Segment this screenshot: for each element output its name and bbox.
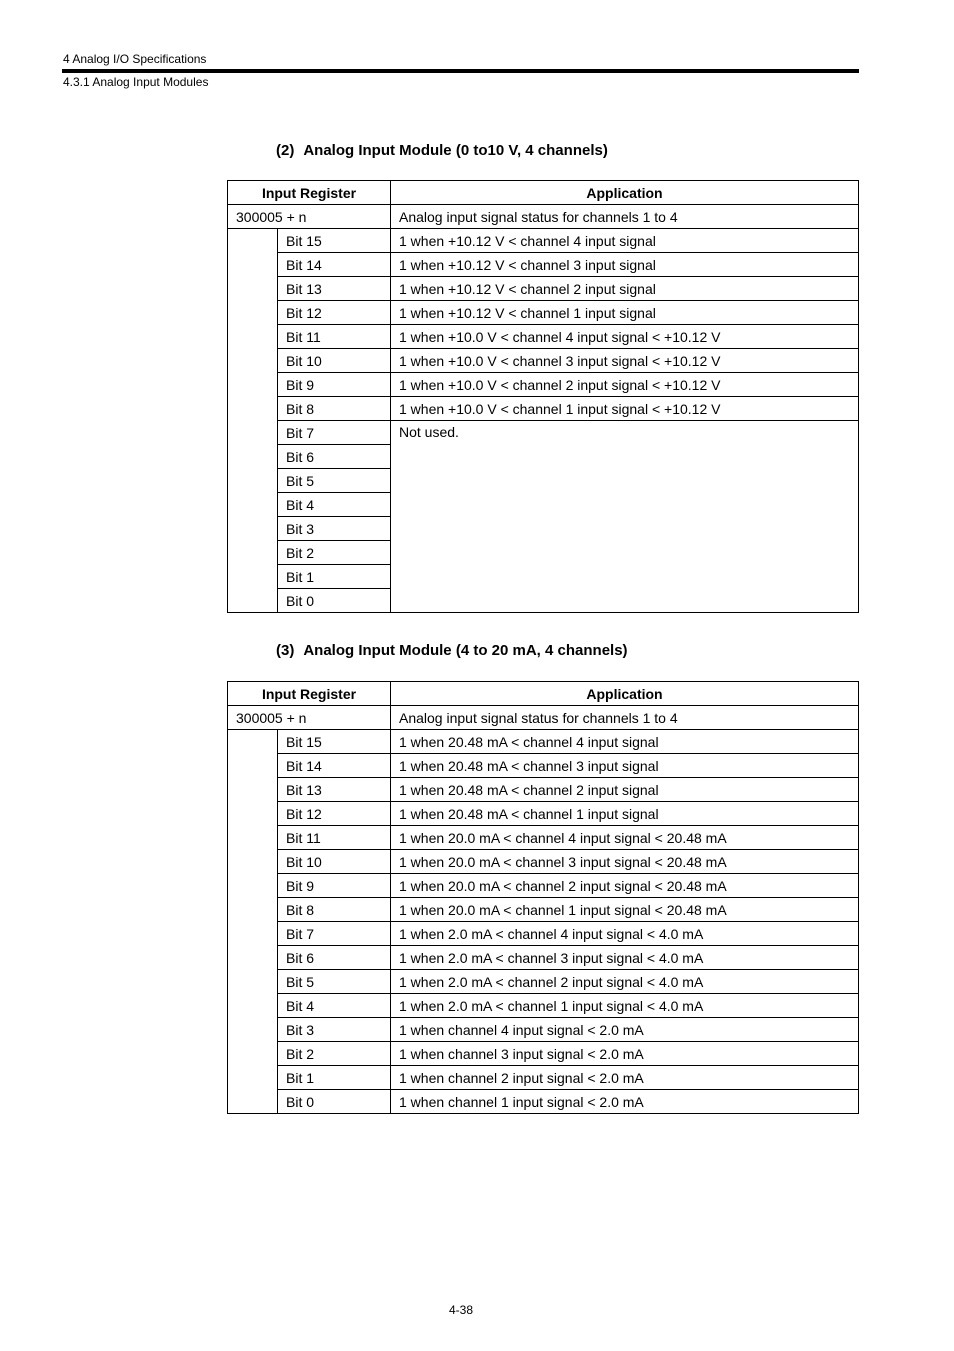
bit-description: 1 when 2.0 mA < channel 2 input signal < 4.0 mA [391,970,859,994]
bit-label: Bit 5 [278,469,391,493]
indent-cell [228,898,278,922]
bit-label: Bit 13 [278,277,391,301]
section-2-title-text: Analog Input Module (0 to10 V, 4 channels) [303,142,608,159]
bit-label: Bit 15 [278,730,391,754]
bit-row [228,1042,859,1066]
indent-cell [228,445,278,469]
bit-description: 1 when 20.48 mA < channel 4 input signal [391,730,859,754]
indent-cell [228,754,278,778]
bit-label: Bit 10 [278,850,391,874]
bit-label: Bit 12 [278,802,391,826]
bit-description: 1 when 20.48 mA < channel 2 input signal [391,778,859,802]
indent-cell [228,229,278,253]
bit-label: Bit 2 [278,1042,391,1066]
register-row [228,205,859,229]
indent-cell [228,469,278,493]
bit-label: Bit 7 [278,421,391,445]
indent-cell [228,850,278,874]
register-address: 300005 + n [228,706,391,730]
indent-cell [228,325,278,349]
bit-label: Bit 3 [278,1018,391,1042]
bit-row [228,778,859,802]
bit-label: Bit 13 [278,778,391,802]
running-header-section: 4.3.1 Analog Input Modules [63,75,209,89]
bit-label: Bit 9 [278,874,391,898]
section-3-number: (3) [276,642,295,659]
bit-label: Bit 11 [278,325,391,349]
bit-row [228,874,859,898]
indent-cell [228,994,278,1018]
column-header-input-register: Input Register [228,181,391,205]
bit-description: 1 when 20.48 mA < channel 3 input signal [391,754,859,778]
bit-label: Bit 8 [278,898,391,922]
bit-label: Bit 2 [278,541,391,565]
indent-cell [228,826,278,850]
section-2-title [276,142,608,159]
bit-description: 1 when channel 2 input signal < 2.0 mA [391,1066,859,1090]
indent-cell [228,802,278,826]
indent-cell [228,922,278,946]
bit-row [228,229,859,253]
bit-row [228,301,859,325]
section-2-number: (2) [276,142,295,159]
bit-label: Bit 0 [278,589,391,613]
bit-description: 1 when 2.0 mA < channel 3 input signal < 4.0 mA [391,946,859,970]
bit-row [228,277,859,301]
bit-description: 1 when channel 3 input signal < 2.0 mA [391,1042,859,1066]
register-address: 300005 + n [228,205,391,229]
bit-label: Bit 1 [278,1066,391,1090]
bit-description: 1 when +10.0 V < channel 1 input signal < +10.12 V [391,397,859,421]
bit-row [228,922,859,946]
bit-label: Bit 12 [278,301,391,325]
bit-label: Bit 4 [278,493,391,517]
bit-row [228,373,859,397]
bit-description: 1 when +10.12 V < channel 1 input signal [391,301,859,325]
indent-cell [228,874,278,898]
bit-row [228,1090,859,1114]
bit-row [228,253,859,277]
bit-description: 1 when channel 4 input signal < 2.0 mA [391,1018,859,1042]
bit-label: Bit 7 [278,922,391,946]
bit-description: 1 when +10.0 V < channel 2 input signal < +10.12 V [391,373,859,397]
bit-label: Bit 6 [278,946,391,970]
indent-cell [228,301,278,325]
bit-description: 1 when 20.48 mA < channel 1 input signal [391,802,859,826]
indent-cell [228,1066,278,1090]
header-rule [62,69,859,73]
bit-row [228,898,859,922]
indent-cell [228,778,278,802]
bit-description: 1 when 20.0 mA < channel 1 input signal < 20.48 mA [391,898,859,922]
bit-label: Bit 11 [278,826,391,850]
bit-description: 1 when 20.0 mA < channel 4 input signal < 20.48 mA [391,826,859,850]
bit-description: 1 when 20.0 mA < channel 2 input signal < 20.48 mA [391,874,859,898]
bit-label: Bit 15 [278,229,391,253]
table-header-row [228,682,859,706]
bit-row [228,802,859,826]
indent-cell [228,277,278,301]
bit-description: 1 when +10.12 V < channel 2 input signal [391,277,859,301]
bit-description: 1 when +10.12 V < channel 4 input signal [391,229,859,253]
indent-cell [228,541,278,565]
indent-cell [228,970,278,994]
indent-cell [228,373,278,397]
bit-row [228,397,859,421]
bit-description: 1 when channel 1 input signal < 2.0 mA [391,1090,859,1114]
indent-cell [228,349,278,373]
column-header-application: Application [391,682,859,706]
indent-cell [228,589,278,613]
bit-label: Bit 9 [278,373,391,397]
bit-label: Bit 14 [278,253,391,277]
bit-label: Bit 3 [278,517,391,541]
not-used-description: Not used. [391,421,859,613]
section-2-register-table [227,180,859,613]
column-header-input-register: Input Register [228,682,391,706]
bit-description: 1 when +10.12 V < channel 3 input signal [391,253,859,277]
bit-label: Bit 1 [278,565,391,589]
bit-label: Bit 5 [278,970,391,994]
running-header-chapter: 4 Analog I/O Specifications [63,52,207,66]
indent-cell [228,946,278,970]
bit-description: 1 when +10.0 V < channel 4 input signal < +10.12 V [391,325,859,349]
page-number: 4-38 [448,1303,474,1317]
bit-description: 1 when 2.0 mA < channel 1 input signal < 4.0 mA [391,994,859,1018]
register-row [228,706,859,730]
indent-cell [228,397,278,421]
bit-description: 1 when 2.0 mA < channel 4 input signal < 4.0 mA [391,922,859,946]
bit-row [228,850,859,874]
indent-cell [228,253,278,277]
bit-label: Bit 14 [278,754,391,778]
bit-label: Bit 8 [278,397,391,421]
register-description: Analog input signal status for channels 1 to 4 [391,205,859,229]
bit-label: Bit 4 [278,994,391,1018]
bit-row [228,325,859,349]
bit-row [228,994,859,1018]
indent-cell [228,421,278,445]
indent-cell [228,517,278,541]
bit-row [228,349,859,373]
indent-cell [228,1018,278,1042]
indent-cell [228,1042,278,1066]
bit-row [228,1066,859,1090]
bit-row [228,946,859,970]
bit-row [228,1018,859,1042]
bit-description: 1 when 20.0 mA < channel 3 input signal < 20.48 mA [391,850,859,874]
bit-label: Bit 10 [278,349,391,373]
table-header-row [228,181,859,205]
section-3-register-table [227,681,859,1114]
bit-row [228,754,859,778]
bit-description: 1 when +10.0 V < channel 3 input signal < +10.12 V [391,349,859,373]
bit-label: Bit 0 [278,1090,391,1114]
indent-cell [228,730,278,754]
register-description: Analog input signal status for channels 1 to 4 [391,706,859,730]
bit-row [228,826,859,850]
section-3-title-text: Analog Input Module (4 to 20 mA, 4 channels) [303,642,628,659]
column-header-application: Application [391,181,859,205]
indent-cell [228,493,278,517]
indent-cell [228,1090,278,1114]
bit-row [228,970,859,994]
bit-row [228,421,859,445]
indent-cell [228,565,278,589]
bit-label: Bit 6 [278,445,391,469]
bit-row [228,730,859,754]
section-3-title [276,642,628,659]
